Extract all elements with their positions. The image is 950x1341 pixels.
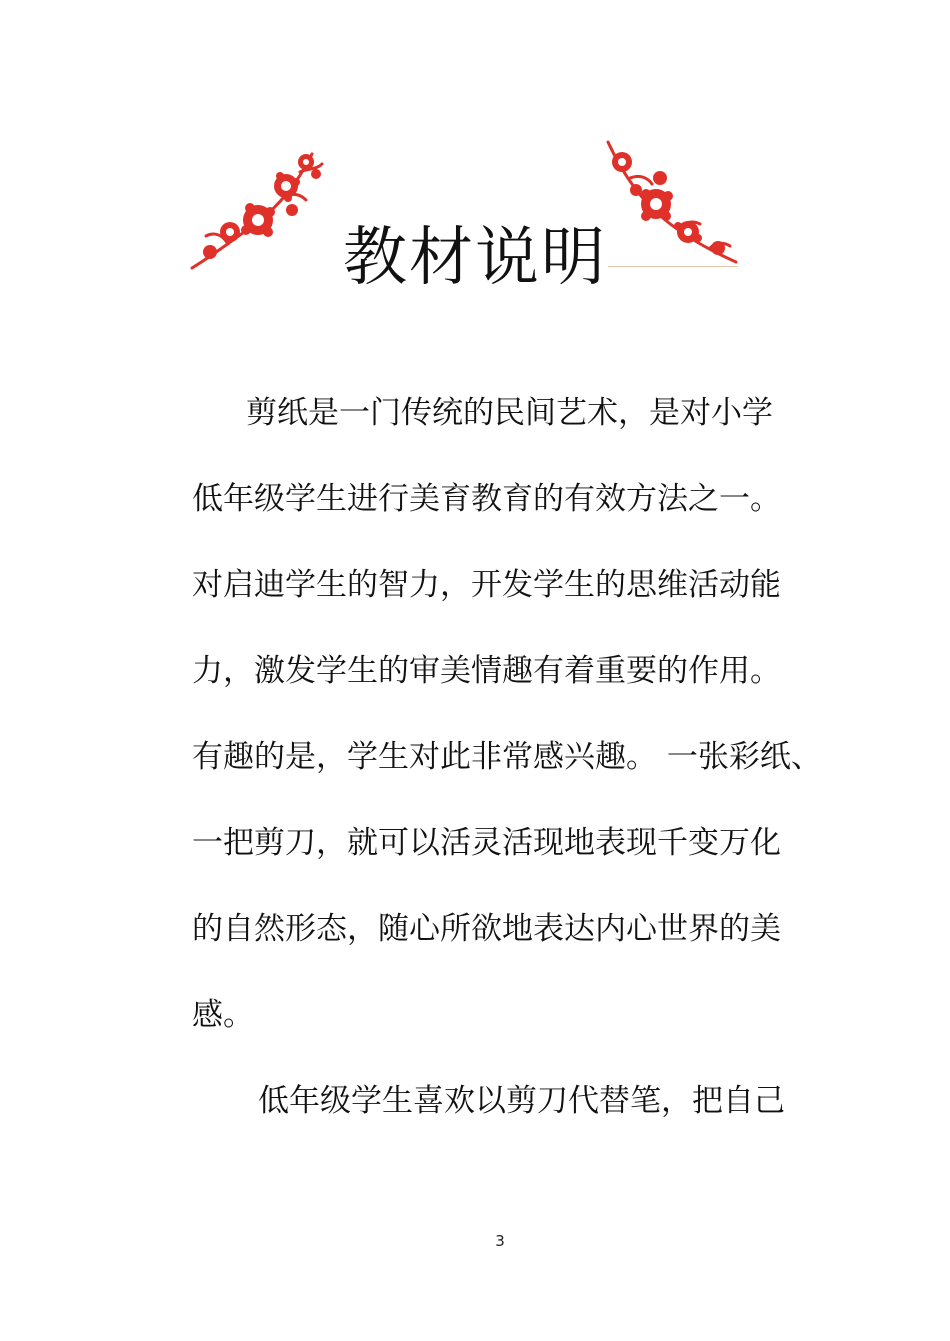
paragraph-line: 有趣的是，学生对此非常感兴趣。 一张彩纸、 [192, 739, 822, 775]
paragraph-line: 一把剪刀，就可以活灵活现地表现千变万化 [192, 825, 781, 861]
page-number: 3 [495, 1232, 505, 1250]
paragraph-line: 对启迪学生的智力，开发学生的思维活动能 [192, 567, 781, 603]
paragraph-line: 感。 [192, 997, 254, 1033]
paragraph-line: 力，激发学生的审美情趣有着重要的作用。 [192, 653, 781, 689]
paragraph-line: 剪纸是一门传统的民间艺术，是对小学 [246, 395, 773, 431]
page-title: 教材说明 [343, 221, 607, 295]
paragraph-line: 的自然形态，随心所欲地表达内心世界的美 [192, 911, 781, 947]
title-underline [608, 266, 738, 267]
paragraph-line: 低年级学生喜欢以剪刀代替笔，把自己 [258, 1083, 785, 1119]
paragraph-line: 低年级学生进行美育教育的有效方法之一。 [192, 481, 781, 517]
